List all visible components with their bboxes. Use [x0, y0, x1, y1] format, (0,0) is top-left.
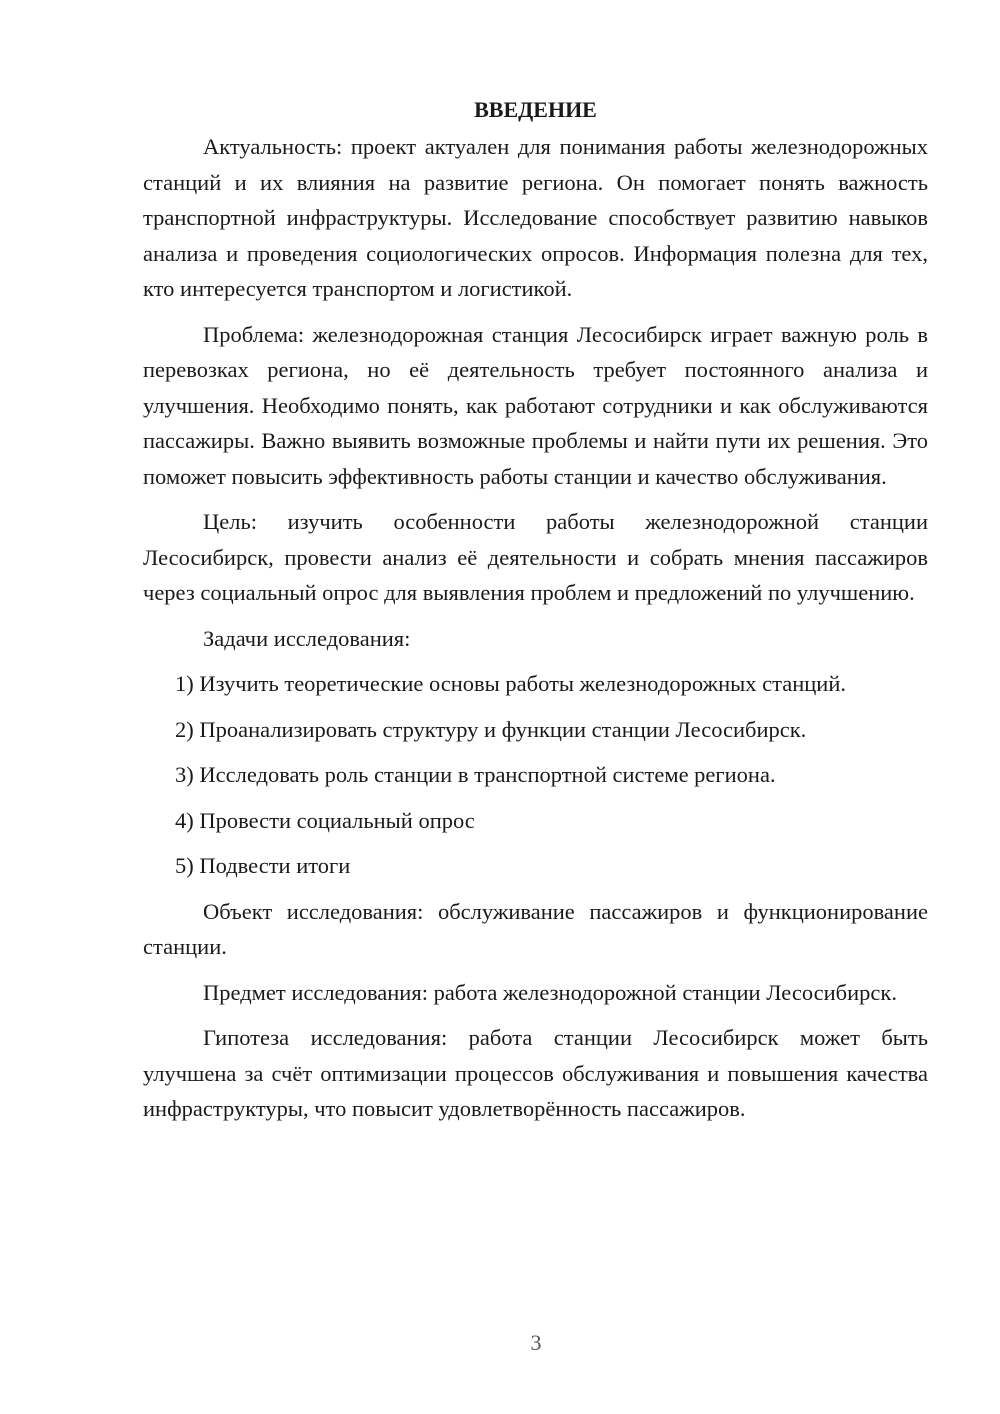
task-item: 1) Изучить теоретические основы работы железнодорожных станций. — [175, 671, 846, 696]
relevance-paragraph: Актуальность: проект актуален для понимания работы железнодорожных станций и их влияния на развитие региона. Он помогает понять важность транспортной инфраструктуры. Исследование способствует развитию навыков анализа и проведения социологических опросов. Информация полезна для тех, кто интересуется транспортом и логистикой. — [143, 134, 928, 301]
document-page — [143, 92, 928, 1127]
page-number: 3 — [530, 1330, 542, 1355]
section-heading: ВВЕДЕНИЕ — [474, 97, 597, 122]
hypothesis-paragraph: Гипотеза исследования: работа станции Лесосибирск может быть улучшена за счёт оптимизации процессов обслуживания и повышения качества инфраструктуры, что повысит удовлетворённость пассажиров. — [143, 1025, 928, 1121]
subject-paragraph: Предмет исследования: работа железнодорожной станции Лесосибирск. — [203, 979, 897, 1005]
tasks-title: Задачи исследования: — [203, 625, 411, 651]
task-item: 3) Исследовать роль станции в транспортной системе региона. — [175, 762, 776, 787]
problem-paragraph: Проблема: железнодорожная станция Лесосибирск играет важную роль в перевозках региона, но её деятельность требует постоянного анализа и улучшения. Необходимо понять, как работают сотрудники и как обслуживаются пассажиры. Важно выявить возможные проблемы и найти пути их решения. Это поможет повысить эффективность работы станции и качество обслуживания. — [143, 321, 928, 489]
task-item: 5) Подвести итоги — [175, 853, 351, 878]
object-paragraph: Объект исследования: обслуживание пассажиров и функционирование станции. — [143, 898, 928, 959]
tasks-list — [143, 666, 928, 884]
goal-paragraph: Цель: изучить особенности работы железнодорожной станции Лесосибирск, провести анализ её деятельности и собрать мнения пассажиров через социальный опрос для выявления проблем и предложений по улучшению. — [143, 509, 928, 605]
task-item: 2) Проанализировать структуру и функции станции Лесосибирск. — [175, 716, 807, 742]
task-item: 4) Провести социальный опрос — [175, 807, 475, 833]
